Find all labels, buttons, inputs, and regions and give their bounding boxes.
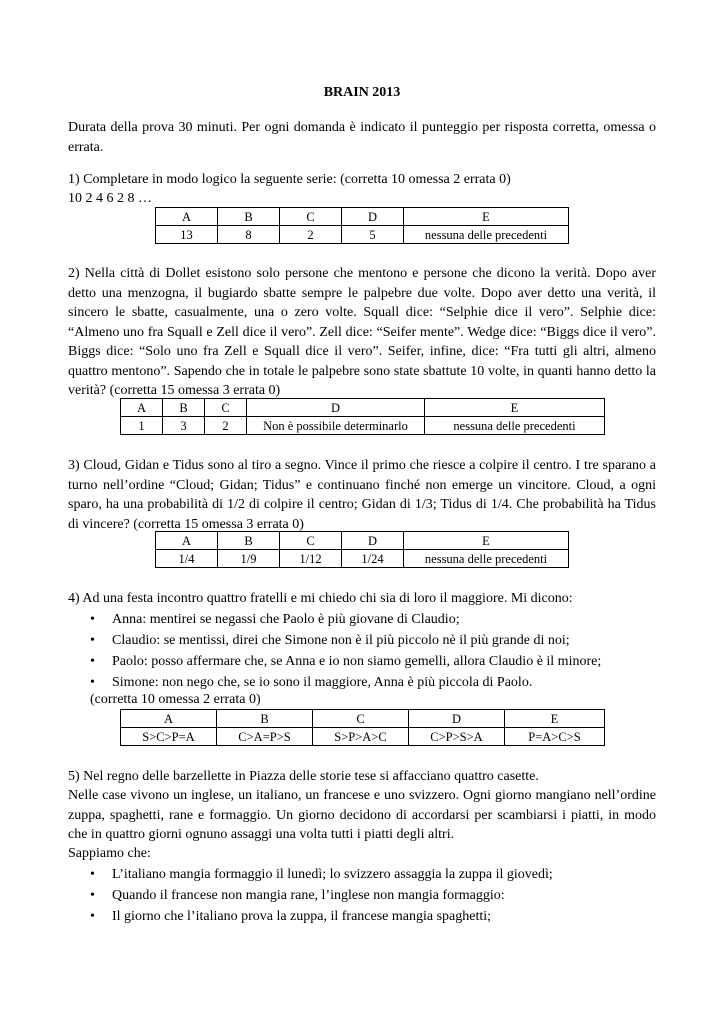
answer-value: 1/24 (342, 550, 404, 568)
answer-value: 1/12 (280, 550, 342, 568)
question-5-description: Nelle case vivono un inglese, un italiano, un francese e uno svizzero. Ogni giorno mangiano nell’ordine zuppa, spaghetti, rane e formaggio. Un giorno decidono di accordarsi per scambiarsi i piatti, in modo che in quattro giorni ognuno assaggi una volta tutti i piatti degli altri. (68, 788, 656, 842)
question-4-statements (68, 609, 668, 693)
answer-value: 13 (156, 226, 218, 244)
bullet-icon: • (90, 675, 95, 690)
list-item: • Anna: mentirei se negassi che Paolo è più giovane di Claudio; (68, 609, 668, 630)
answer-value-row (121, 728, 605, 746)
list-item: • Simone: non nego che, se io sono il maggiore, Anna è più piccola di Paolo. (68, 672, 668, 693)
answer-header: D (342, 208, 404, 226)
answer-value: P=A>C>S (505, 728, 605, 746)
answer-header-row (121, 710, 605, 728)
answer-header: C (205, 399, 247, 417)
bullet-icon: • (90, 612, 95, 627)
answer-header: B (218, 532, 280, 550)
answer-header: D (409, 710, 505, 728)
answer-value: C>A=P>S (217, 728, 313, 746)
question-1-series: 10 2 4 6 2 8 … (68, 191, 152, 206)
question-4-text: 4) Ad una festa incontro quattro fratelli e mi chiedo chi sia di loro il maggiore. Mi dicono: (68, 591, 573, 606)
answer-value: 2 (205, 417, 247, 435)
page-title: BRAIN 2013 (323, 85, 401, 100)
answer-header: E (505, 710, 605, 728)
list-item: • Claudio: se mentissi, direi che Simone non è il più piccolo nè il più grande di noi; (68, 630, 668, 651)
answer-value: 1/9 (218, 550, 280, 568)
list-item: • L’italiano mangia formaggio il lunedì; lo svizzero assaggia la zuppa il giovedì; (68, 864, 668, 885)
intro-text: Durata della prova 30 minuti. Per ogni domanda è indicato il punteggio per risposta corretta, omessa o errata. (68, 120, 656, 155)
bullet-icon: • (90, 633, 95, 648)
answer-header: C (313, 710, 409, 728)
answer-header: D (342, 532, 404, 550)
answer-value: 3 (163, 417, 205, 435)
list-item: • Il giorno che l’italiano prova la zuppa, il francese mangia spaghetti; (68, 906, 668, 927)
answer-header: D (247, 399, 425, 417)
answer-value: Non è possibile determinarlo (247, 417, 425, 435)
question-3-answer-table (155, 531, 569, 568)
answer-header: B (217, 710, 313, 728)
answer-header: A (156, 208, 218, 226)
answer-value: S>P>A>C (313, 728, 409, 746)
bullet-icon: • (90, 888, 95, 903)
answer-header: C (280, 208, 342, 226)
answer-header: A (156, 532, 218, 550)
answer-value: nessuna delle precedenti (425, 417, 605, 435)
bullet-icon: • (90, 867, 95, 882)
answer-value-row (156, 226, 569, 244)
answer-header: A (121, 710, 217, 728)
question-4-answer-table (120, 709, 605, 746)
answer-header: B (218, 208, 280, 226)
answer-value: 1/4 (156, 550, 218, 568)
bullet-icon: • (90, 909, 95, 924)
question-1-text: 1) Completare in modo logico la seguente serie: (corretta 10 omessa 2 errata 0) (68, 172, 511, 187)
answer-header: A (121, 399, 163, 417)
answer-value: 8 (218, 226, 280, 244)
question-5-text: 5) Nel regno delle barzellette in Piazza delle storie tese si affacciano quattro casette. (68, 769, 539, 784)
question-5-premise: Sappiamo che: (68, 846, 151, 861)
answer-value: 2 (280, 226, 342, 244)
answer-value: 5 (342, 226, 404, 244)
answer-value: 1 (121, 417, 163, 435)
question-2-answer-table (120, 398, 605, 435)
question-1-answer-table (155, 207, 569, 244)
answer-header-row (156, 532, 569, 550)
answer-header: E (404, 532, 569, 550)
answer-value-row (156, 550, 569, 568)
answer-value: nessuna delle precedenti (404, 226, 569, 244)
answer-header-row (121, 399, 605, 417)
answer-header: E (404, 208, 569, 226)
list-item: • Paolo: posso affermare che, se Anna e io non siamo gemelli, allora Claudio è il minore; (68, 651, 668, 672)
answer-header: B (163, 399, 205, 417)
question-2-text: 2) Nella città di Dollet esistono solo persone che mentono e persone che dicono la verità. Dopo aver detto una menzogna, il bugiardo sbatte sempre le palpebre due volte. Dopo aver detto una verità, il sincero le sbatte, casualmente, una o zero volte. Squall dice: “Selphie dice il vero”. Selphie dice: “Almeno uno fra Squall e Zell dice il vero”. Zell dice: “Seifer mente”. Wedge dice: “Biggs dice il vero”. Biggs dice: “Solo uno fra Zell e Squall dice il vero”. Seifer, infine, dice: “Fra tutti gli altri, almeno quattro mentono”. Sapendo che in totale le palpebre sono state sbattute 10 volte, in quanti hanno detto la verità? (corretta 15 omessa 3 errata 0) (68, 266, 656, 398)
bullet-icon: • (90, 654, 95, 669)
question-5-conditions (68, 864, 668, 927)
answer-value-row (121, 417, 605, 435)
answer-value: nessuna delle precedenti (404, 550, 569, 568)
question-4-score: (corretta 10 omessa 2 errata 0) (90, 692, 261, 707)
list-item: • Quando il francese non mangia rane, l’inglese non mangia formaggio: (68, 885, 668, 906)
answer-value: S>C>P=A (121, 728, 217, 746)
answer-header: C (280, 532, 342, 550)
question-3-text: 3) Cloud, Gidan e Tidus sono al tiro a segno. Vince il primo che riesce a colpire il centro. I tre sparano a turno nell’ordine “Cloud; Gidan; Tidus” e continuano finché non emerge un vincitore. Cloud, a ogni sparo, ha una probabilità di 1/2 di colpire il centro; Gidan di 1/3; Tidus di 1/4. Che probabilità ha Tidus di vincere? (corretta 15 omessa 3 errata 0) (68, 458, 656, 532)
answer-header: E (425, 399, 605, 417)
answer-value: C>P>S>A (409, 728, 505, 746)
answer-header-row (156, 208, 569, 226)
